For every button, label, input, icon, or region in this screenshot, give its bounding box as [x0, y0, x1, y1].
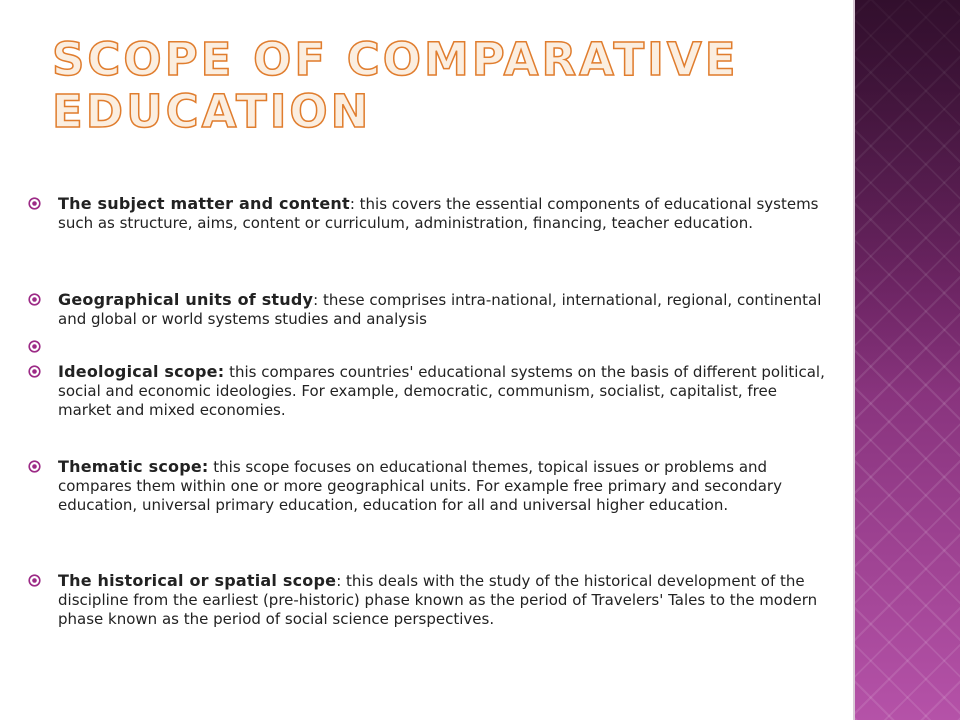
bullet-text: : this covers the essential components of educational systems such as structure, aims, content or curriculum, administration, financing, teacher education.: [58, 195, 819, 232]
circled-dot-bullet-icon: [28, 197, 41, 210]
bullet-item-subject-matter: [58, 194, 828, 233]
bullet-term: The historical or spatial scope: [58, 571, 337, 590]
bullet-item-geographical-units: [58, 290, 828, 329]
circled-dot-bullet-icon: [28, 460, 41, 473]
decorative-side-panel: [855, 0, 960, 720]
bullet-text: : this deals with the study of the historical development of the discipline from the earliest (pre-historic) phase known as the period of Travelers' Tales to the modern phase known as the period of social science perspectives.: [58, 572, 818, 628]
slide-title: SCOPE OF COMPARATIVE EDUCATION: [52, 33, 739, 138]
circled-dot-bullet-icon: [28, 340, 41, 353]
bullet-text: this compares countries' educational systems on the basis of different political, social and economic ideologies. For example, democratic, communism, socialist, capitalist, free market and mixed economies.: [58, 363, 825, 419]
bullet-term: Thematic scope:: [58, 457, 209, 476]
circled-dot-bullet-icon: [28, 574, 41, 587]
bullet-text: this scope focuses on educational themes, topical issues or problems and compares them within one or more geographical units. For example free primary and secondary education, universal primary education, education for all and universal higher education.: [58, 458, 782, 514]
circled-dot-bullet-icon: [28, 293, 41, 306]
bullet-item-historical-scope: [58, 571, 828, 629]
bullet-text: : these comprises intra-national, international, regional, continental and global or world systems studies and analysis: [58, 291, 822, 328]
bullet-term: Ideological scope:: [58, 362, 225, 381]
circled-dot-bullet-icon: [28, 365, 41, 378]
bullet-term: The subject matter and content: [58, 194, 350, 213]
bullet-term: Geographical units of study: [58, 290, 314, 309]
bullet-item-thematic-scope: [58, 457, 828, 515]
bullet-item-ideological-scope: [58, 362, 828, 420]
